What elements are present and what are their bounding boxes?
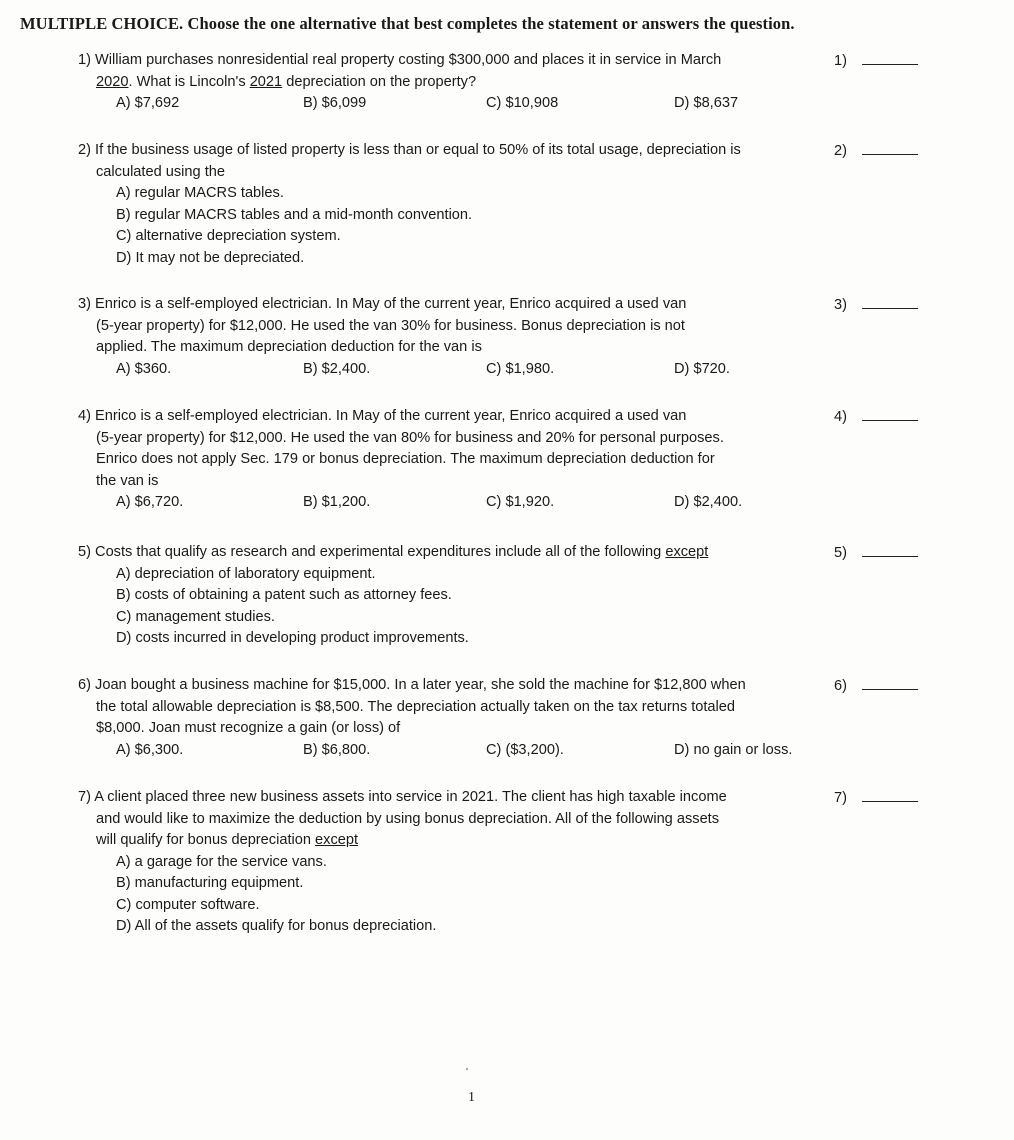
option-b[interactable]: B) $6,099	[303, 95, 367, 111]
options-row	[78, 93, 1008, 115]
option-b[interactable]: B) manufacturing equipment.	[116, 875, 304, 891]
option-c[interactable]: C) management studies.	[116, 608, 275, 625]
option-c[interactable]: C) $1,920.	[486, 494, 555, 510]
question-4	[78, 406, 1008, 514]
question-text-cont: $8,000. Joan must recognize a gain (or loss) of	[96, 720, 401, 736]
question-text: 3) Enrico is a self-employed electrician. In May of the current year, Enrico acquired a used van	[78, 296, 687, 312]
option-d[interactable]: D) It may not be depreciated.	[116, 249, 305, 266]
question-text-cont: the total allowable depreciation is $8,500. The depreciation actually taken on the tax returns totaled	[96, 698, 736, 715]
question-1	[78, 50, 1008, 115]
question-5	[78, 542, 1008, 650]
question-text: 7) A client placed three new business assets into service in 2021. The client has high taxable income	[78, 789, 727, 805]
question-3	[78, 294, 1008, 380]
option-b[interactable]: B) costs of obtaining a patent such as attorney fees.	[116, 587, 452, 603]
option-d[interactable]: D) $2,400.	[674, 494, 743, 510]
option-d[interactable]: D) $720.	[674, 360, 730, 377]
options-row	[78, 359, 1008, 381]
option-a[interactable]: A) $360.	[116, 360, 172, 377]
option-c[interactable]: C) $1,980.	[486, 360, 555, 377]
option-c[interactable]: C) alternative depreciation system.	[116, 228, 341, 244]
question-6	[78, 675, 1008, 761]
option-a[interactable]: A) depreciation of laboratory equipment.	[116, 565, 376, 582]
question-text: 1) William purchases nonresidential real property costing $300,000 and places it in service in March	[78, 52, 722, 68]
question-text: 6) Joan bought a business machine for $15,000. In a later year, she sold the machine for $12,800 when	[78, 677, 746, 693]
option-a[interactable]: A) $6,720.	[116, 494, 184, 510]
question-text-cont: will qualify for bonus depreciation except	[96, 832, 359, 848]
question-7	[78, 787, 1008, 938]
options-list	[78, 183, 1008, 269]
options-list	[78, 564, 1008, 650]
answer-blank[interactable]: 6)	[834, 675, 918, 698]
question-2	[78, 140, 1008, 269]
option-d[interactable]: D) costs incurred in developing product improvements.	[116, 630, 469, 646]
question-text-cont: calculated using the	[96, 163, 225, 180]
answer-blank[interactable]: 2)	[834, 140, 918, 163]
scan-speck	[466, 1068, 468, 1070]
instructions-header: MULTIPLE CHOICE. Choose the one alternative that best completes the statement or answers the question.	[20, 14, 795, 33]
option-d[interactable]: D) no gain or loss.	[674, 741, 793, 758]
option-b[interactable]: B) regular MACRS tables and a mid-month convention.	[116, 206, 473, 223]
question-text-cont: Enrico does not apply Sec. 179 or bonus depreciation. The maximum depreciation deduction for	[96, 451, 715, 467]
question-text: 4) Enrico is a self-employed electrician. In May of the current year, Enrico acquired a used van	[78, 408, 687, 424]
question-text-cont: applied. The maximum depreciation deduction for the van is	[96, 339, 482, 355]
options-row	[78, 492, 1008, 514]
answer-blank[interactable]: 3)	[834, 294, 918, 317]
question-text-cont: (5-year property) for $12,000. He used the van 80% for business and 20% for personal purposes.	[96, 429, 724, 446]
option-d[interactable]: D) All of the assets qualify for bonus depreciation.	[116, 918, 437, 934]
question-text-cont: (5-year property) for $12,000. He used the van 30% for business. Bonus depreciation is not	[96, 317, 685, 334]
option-a[interactable]: A) $7,692	[116, 95, 180, 111]
option-a[interactable]: A) $6,300.	[116, 741, 184, 758]
option-b[interactable]: B) $6,800.	[303, 741, 371, 758]
question-text: 5) Costs that qualify as research and experimental expenditures include all of the following except	[78, 544, 709, 560]
question-text-cont: and would like to maximize the deduction by using bonus depreciation. All of the following assets	[96, 810, 720, 827]
option-a[interactable]: A) regular MACRS tables.	[116, 185, 284, 201]
page-number: 1	[468, 1090, 475, 1105]
options-row	[78, 740, 1008, 762]
option-b[interactable]: B) $1,200.	[303, 494, 371, 510]
options-list	[78, 852, 1008, 938]
option-b[interactable]: B) $2,400.	[303, 360, 371, 377]
option-a[interactable]: A) a garage for the service vans.	[116, 853, 327, 870]
question-text-cont: the van is	[96, 472, 159, 489]
option-d[interactable]: D) $8,637	[674, 95, 739, 111]
answer-blank[interactable]: 4)	[834, 406, 918, 429]
answer-blank[interactable]: 7)	[834, 787, 918, 810]
option-c[interactable]: C) computer software.	[116, 896, 260, 913]
answer-blank[interactable]: 1)	[834, 50, 918, 73]
option-c[interactable]: C) $10,908	[486, 95, 559, 111]
question-text: 2) If the business usage of listed property is less than or equal to 50% of its total usage, depreciation is	[78, 142, 741, 158]
option-c[interactable]: C) ($3,200).	[486, 741, 564, 758]
question-text-cont: 2020. What is Lincoln's 2021 depreciation on the property?	[96, 73, 477, 90]
answer-blank[interactable]: 5)	[834, 542, 918, 565]
